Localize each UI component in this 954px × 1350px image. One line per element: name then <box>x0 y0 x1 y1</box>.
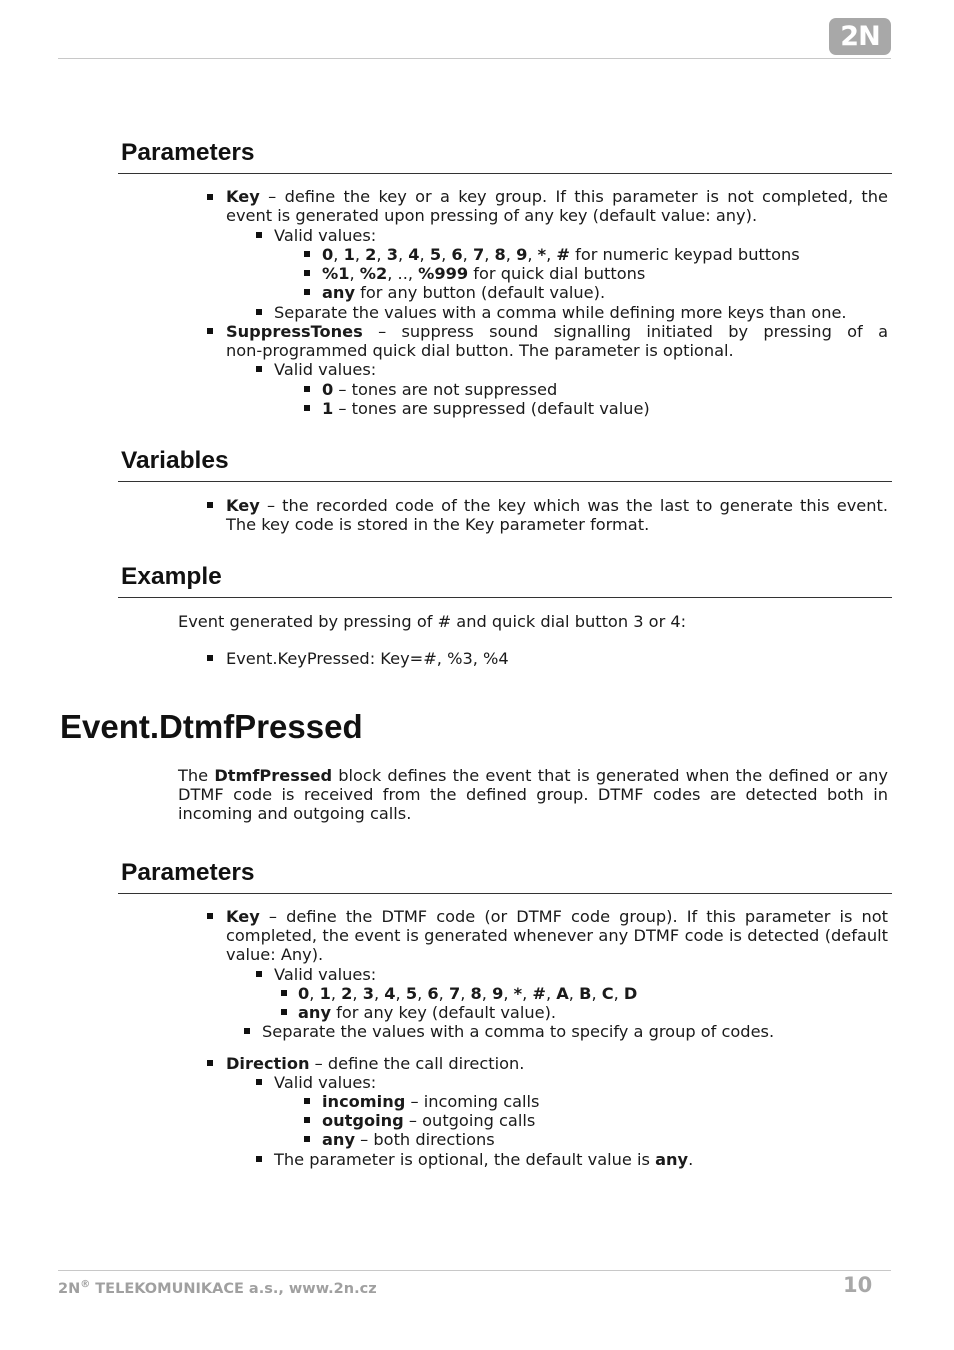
direction-any: any – both directions <box>322 1130 495 1149</box>
footer-divider <box>58 1270 891 1271</box>
bullet-icon <box>207 913 213 919</box>
separate-note: Separate the values with a comma while defining more keys than one. <box>274 303 847 322</box>
numeric-keys-line: 0, 1, 2, 3, 4, 5, 6, 7, 8, 9, *, # for numeric keypad buttons <box>322 245 800 264</box>
valid-values-label: Valid values: <box>274 360 377 379</box>
section-heading-parameters: Parameters <box>118 138 892 174</box>
bullet-icon <box>256 309 262 315</box>
dtmf-any-line: any for any key (default value). <box>298 1003 557 1022</box>
param-direction: Direction – define the call direction. <box>226 1054 525 1073</box>
param-key-line1: Key – define the key or a key group. If this parameter is not completed, the <box>226 187 888 206</box>
dtmf-key-line3: value: Any). <box>226 945 324 964</box>
direction-incoming: incoming – incoming calls <box>322 1092 540 1111</box>
valid-values-label: Valid values: <box>274 965 377 984</box>
bullet-icon <box>304 251 310 257</box>
bullet-icon <box>244 1028 250 1034</box>
dtmf-key-line1: Key – define the DTMF code (or DTMF code group). If this parameter is not <box>226 907 888 926</box>
bullet-icon <box>281 1009 287 1015</box>
bullet-icon <box>256 366 262 372</box>
dtmf-key-line2: completed, the event is generated whenever any DTMF code is detected (default <box>226 926 888 945</box>
company-logo: 2N <box>829 18 891 55</box>
bullet-icon <box>207 328 213 334</box>
valid-values-label: Valid values: <box>274 226 377 245</box>
bullet-icon <box>281 990 287 996</box>
bullet-icon <box>207 502 213 508</box>
section-heading-parameters: Parameters <box>118 858 892 894</box>
header-divider <box>58 58 891 59</box>
direction-outgoing: outgoing – outgoing calls <box>322 1111 536 1130</box>
direction-optional-note: The parameter is optional, the default value is any. <box>274 1150 694 1169</box>
param-suppresstones-line1: SuppressTones – suppress sound signalling initiated by pressing of a <box>226 322 888 341</box>
quick-dial-line: %1, %2, .., %999 for quick dial buttons <box>322 264 646 283</box>
page-title: Event.DtmfPressed <box>60 708 363 745</box>
variable-key-line2: The key code is stored in the Key parameter format. <box>226 515 650 534</box>
example-code: Event.KeyPressed: Key=#, %3, %4 <box>226 649 509 668</box>
bullet-icon <box>304 386 310 392</box>
bullet-icon <box>304 1117 310 1123</box>
bullet-icon <box>304 1136 310 1142</box>
section-heading-example: Example <box>118 562 892 598</box>
dtmf-codes-line: 0, 1, 2, 3, 4, 5, 6, 7, 8, 9, *, #, A, B, C, D <box>298 984 638 1003</box>
bullet-icon <box>304 270 310 276</box>
suppress-value-0: 0 – tones are not suppressed <box>322 380 558 399</box>
example-intro: Event generated by pressing of # and quick dial button 3 or 4: <box>178 612 687 631</box>
bullet-icon <box>256 1156 262 1162</box>
bullet-icon <box>304 1098 310 1104</box>
variable-key-line1: Key – the recorded code of the key which was the last to generate this event. <box>226 496 888 515</box>
page-number: 10 <box>843 1273 873 1297</box>
valid-values-label: Valid values: <box>274 1073 377 1092</box>
bullet-icon <box>207 1060 213 1066</box>
bullet-icon <box>207 655 213 661</box>
bullet-icon <box>256 971 262 977</box>
footer-company: 2N® TELEKOMUNIKACE a.s., www.2n.cz <box>58 1279 377 1297</box>
bullet-icon <box>207 194 213 200</box>
section-heading-variables: Variables <box>118 446 892 482</box>
suppress-value-1: 1 – tones are suppressed (default value) <box>322 399 650 418</box>
param-key-line2: event is generated upon pressing of any key (default value: any). <box>226 206 758 225</box>
bullet-icon <box>256 1079 262 1085</box>
bullet-icon <box>304 405 310 411</box>
separate-note: Separate the values with a comma to specify a group of codes. <box>262 1022 775 1041</box>
bullet-icon <box>304 289 310 295</box>
dtmf-intro-paragraph: The DtmfPressed block defines the event that is generated when the defined or any DTMF code is received from the defined group. DTMF codes are detected both in incoming and outgoing calls. <box>178 766 888 824</box>
bullet-icon <box>256 232 262 238</box>
param-suppresstones-line2: non-programmed quick dial button. The parameter is optional. <box>226 341 734 360</box>
any-button-line: any for any button (default value). <box>322 283 606 302</box>
